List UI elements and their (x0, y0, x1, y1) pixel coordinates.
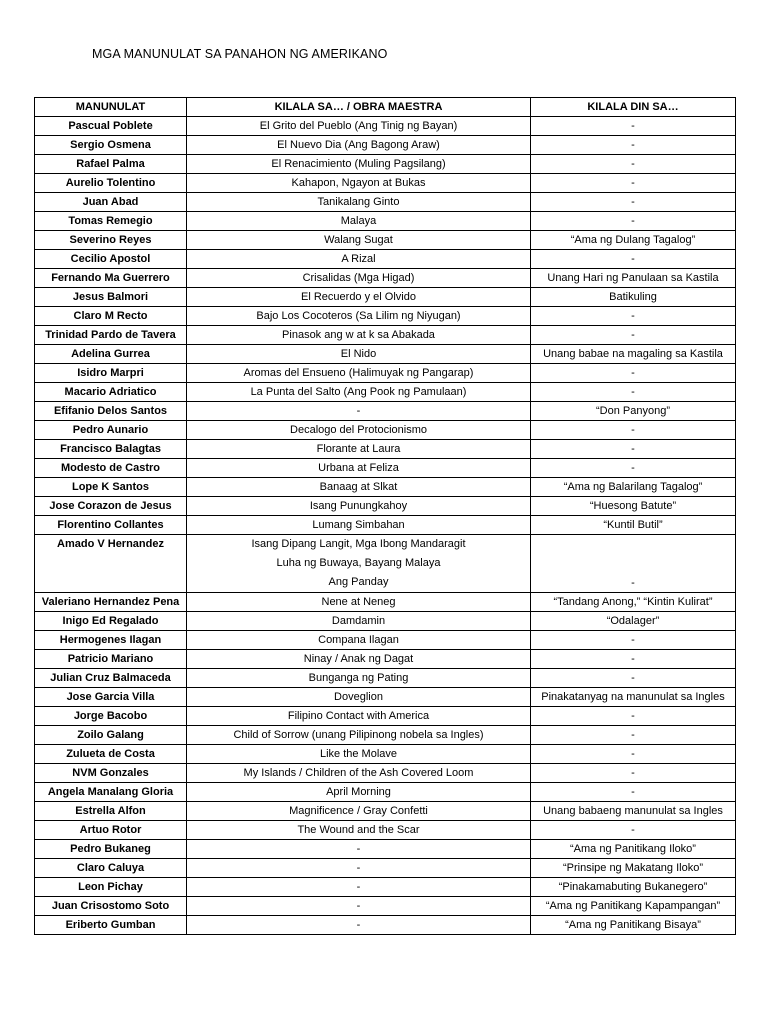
table-row (35, 497, 736, 516)
writer-cell: Juan Abad (35, 193, 187, 212)
known-also-cell: “Ama ng Balarilang Tagalog” (531, 478, 736, 497)
writer-cell: Patricio Mariano (35, 650, 187, 669)
table-row (35, 916, 736, 935)
writer-cell: Artuo Rotor (35, 821, 187, 840)
known-for-cell: La Punta del Salto (Ang Pook ng Pamulaan) (187, 383, 531, 402)
header-writer: MANUNULAT (35, 98, 187, 117)
writer-cell: Aurelio Tolentino (35, 174, 187, 193)
writer-cell: Zoilo Galang (35, 726, 187, 745)
table-row (35, 478, 736, 497)
known-also-cell: “Huesong Batute” (531, 497, 736, 516)
table-row (35, 364, 736, 383)
known-for-cell: Ninay / Anak ng Dagat (187, 650, 531, 669)
writer-cell: Jorge Bacobo (35, 707, 187, 726)
known-also-cell: - (531, 764, 736, 783)
known-also-cell: “Prinsipe ng Makatang Iloko” (531, 859, 736, 878)
known-for-cell: Compana Ilagan (187, 631, 531, 650)
writer-cell: NVM Gonzales (35, 764, 187, 783)
table-row (35, 307, 736, 326)
table-row (35, 193, 736, 212)
writers-table (34, 97, 736, 935)
table-row (35, 269, 736, 288)
table-row (35, 402, 736, 421)
known-also-cell: - (531, 193, 736, 212)
known-for-cell: - (187, 859, 531, 878)
work-line: Ang Panday (328, 576, 389, 588)
writer-cell: Julian Cruz Balmaceda (35, 669, 187, 688)
known-for-cell: Filipino Contact with America (187, 707, 531, 726)
table-row (35, 802, 736, 821)
table-row (35, 897, 736, 916)
table-row (35, 688, 736, 707)
known-also-cell: Unang Hari ng Panulaan sa Kastila (531, 269, 736, 288)
known-for-cell: Isang Punungkahoy (187, 497, 531, 516)
known-also-cell: - (531, 174, 736, 193)
writer-cell: Pedro Aunario (35, 421, 187, 440)
known-for-cell: El Nido (187, 345, 531, 364)
page-title: MGA MANUNULAT SA PANAHON NG AMERIKANO (92, 47, 388, 61)
table-row (35, 117, 736, 136)
header-known-for: KILALA SA… / OBRA MAESTRA (187, 98, 531, 117)
known-also-cell: - (531, 707, 736, 726)
known-for-cell: The Wound and the Scar (187, 821, 531, 840)
table-row (35, 440, 736, 459)
table-row (35, 155, 736, 174)
writer-cell: Juan Crisostomo Soto (35, 897, 187, 916)
writer-cell: Lope K Santos (35, 478, 187, 497)
table-row (35, 345, 736, 364)
table-row (35, 631, 736, 650)
known-for-cell: - (187, 840, 531, 859)
known-also-cell: - (531, 669, 736, 688)
writer-cell: Sergio Osmena (35, 136, 187, 155)
table-row (35, 231, 736, 250)
known-also-cell: - (531, 155, 736, 174)
table-row (35, 136, 736, 155)
writer-cell: Pedro Bukaneg (35, 840, 187, 859)
known-also-cell: “Ama ng Panitikang Bisaya” (531, 916, 736, 935)
known-also-cell: “Don Panyong” (531, 402, 736, 421)
known-also-cell: - (531, 821, 736, 840)
known-for-cell (187, 535, 531, 593)
writer-cell: Eriberto Gumban (35, 916, 187, 935)
table-row (35, 174, 736, 193)
known-for-cell: Like the Molave (187, 745, 531, 764)
writer-cell: Estrella Alfon (35, 802, 187, 821)
writer-cell: Macario Adriatico (35, 383, 187, 402)
table-row (35, 593, 736, 612)
known-also-cell: “Ama ng Panitikang Kapampangan” (531, 897, 736, 916)
known-also-cell: - (531, 459, 736, 478)
table-row (35, 745, 736, 764)
known-for-cell: Magnificence / Gray Confetti (187, 802, 531, 821)
writer-cell: Jose Garcia Villa (35, 688, 187, 707)
known-for-cell: Malaya (187, 212, 531, 231)
table-row (35, 421, 736, 440)
known-also-cell: Pinakatanyag na manunulat sa Ingles (531, 688, 736, 707)
known-also-cell: - (531, 117, 736, 136)
work-line: Luha ng Buwaya, Bayang Malaya (276, 557, 441, 569)
writer-cell: Tomas Remegio (35, 212, 187, 231)
known-for-cell: - (187, 878, 531, 897)
work-line: Isang Dipang Langit, Mga Ibong Mandaragit (251, 538, 466, 550)
writer-cell: Trinidad Pardo de Tavera (35, 326, 187, 345)
known-also-cell: Batikuling (531, 288, 736, 307)
known-also-cell: “Ama ng Panitikang Iloko” (531, 840, 736, 859)
known-for-cell: My Islands / Children of the Ash Covered Loom (187, 764, 531, 783)
writer-cell: Isidro Marpri (35, 364, 187, 383)
known-for-cell: Aromas del Ensueno (Halimuyak ng Pangarap) (187, 364, 531, 383)
writer-cell: Zulueta de Costa (35, 745, 187, 764)
writer-cell: Inigo Ed Regalado (35, 612, 187, 631)
known-also-cell: - (531, 726, 736, 745)
known-also-cell: - (531, 250, 736, 269)
known-for-cell: Lumang Simbahan (187, 516, 531, 535)
table-row (35, 535, 736, 593)
known-for-cell: Florante at Laura (187, 440, 531, 459)
known-for-cell: El Renacimiento (Muling Pagsilang) (187, 155, 531, 174)
known-for-cell: El Grito del Pueblo (Ang Tinig ng Bayan) (187, 117, 531, 136)
writer-cell: Francisco Balagtas (35, 440, 187, 459)
known-also-cell: - (531, 783, 736, 802)
known-also-cell: - (531, 383, 736, 402)
known-for-cell: Doveglion (187, 688, 531, 707)
table-row (35, 650, 736, 669)
writer-cell: Angela Manalang Gloria (35, 783, 187, 802)
known-also-cell: - (531, 136, 736, 155)
known-for-cell: El Recuerdo y el Olvido (187, 288, 531, 307)
known-for-cell: Walang Sugat (187, 231, 531, 250)
table-row (35, 783, 736, 802)
writer-cell: Pascual Poblete (35, 117, 187, 136)
known-also-cell: “Odalager” (531, 612, 736, 631)
table-row (35, 459, 736, 478)
known-for-cell: Decalogo del Protocionismo (187, 421, 531, 440)
known-also-cell: “Kuntil Butil” (531, 516, 736, 535)
table-row (35, 726, 736, 745)
known-for-cell: Crisalidas (Mga Higad) (187, 269, 531, 288)
known-also-cell: Unang babae na magaling sa Kastila (531, 345, 736, 364)
known-also-cell: “Tandang Anong,” “Kintin Kulirat” (531, 593, 736, 612)
known-for-cell: Tanikalang Ginto (187, 193, 531, 212)
writer-cell: Valeriano Hernandez Pena (35, 593, 187, 612)
table-row (35, 612, 736, 631)
known-also-cell: - (531, 535, 736, 593)
table-row (35, 669, 736, 688)
table-row (35, 326, 736, 345)
known-for-cell: El Nuevo Dia (Ang Bagong Araw) (187, 136, 531, 155)
writer-cell: Efifanio Delos Santos (35, 402, 187, 421)
table-row (35, 383, 736, 402)
known-also-cell: “Ama ng Dulang Tagalog” (531, 231, 736, 250)
known-also-cell: - (531, 307, 736, 326)
header-known-also: KILALA DIN SA… (531, 98, 736, 117)
table-row (35, 516, 736, 535)
known-for-cell: Bunganga ng Pating (187, 669, 531, 688)
table-body (35, 117, 736, 935)
writer-cell: Severino Reyes (35, 231, 187, 250)
writer-cell: Jose Corazon de Jesus (35, 497, 187, 516)
known-for-cell: April Morning (187, 783, 531, 802)
known-also-cell: - (531, 631, 736, 650)
table-row (35, 707, 736, 726)
known-for-cell: Nene at Neneg (187, 593, 531, 612)
writer-cell: Claro Caluya (35, 859, 187, 878)
table-row (35, 288, 736, 307)
writer-cell: Amado V Hernandez (35, 535, 187, 593)
known-also-cell: - (531, 326, 736, 345)
table-row (35, 840, 736, 859)
table-row (35, 764, 736, 783)
known-for-cell: Kahapon, Ngayon at Bukas (187, 174, 531, 193)
known-also-cell: Unang babaeng manunulat sa Ingles (531, 802, 736, 821)
known-for-cell: Damdamin (187, 612, 531, 631)
table-row (35, 821, 736, 840)
writer-cell: Leon Pichay (35, 878, 187, 897)
table-row (35, 859, 736, 878)
writer-cell: Florentino Collantes (35, 516, 187, 535)
writer-cell: Cecilio Apostol (35, 250, 187, 269)
known-also-cell: - (531, 440, 736, 459)
writer-cell: Fernando Ma Guerrero (35, 269, 187, 288)
known-for-cell: A Rizal (187, 250, 531, 269)
writer-cell: Jesus Balmori (35, 288, 187, 307)
table-header-row (35, 98, 736, 117)
known-for-cell: - (187, 402, 531, 421)
known-also-cell: - (531, 745, 736, 764)
known-for-cell: - (187, 916, 531, 935)
known-for-cell: Urbana at Feliza (187, 459, 531, 478)
known-also-cell: “Pinakamabuting Bukanegero” (531, 878, 736, 897)
table-row (35, 250, 736, 269)
writer-cell: Hermogenes Ilagan (35, 631, 187, 650)
writer-cell: Claro M Recto (35, 307, 187, 326)
table-row (35, 212, 736, 231)
known-for-cell: Pinasok ang w at k sa Abakada (187, 326, 531, 345)
writer-cell: Adelina Gurrea (35, 345, 187, 364)
writer-cell: Modesto de Castro (35, 459, 187, 478)
known-also-cell: - (531, 364, 736, 383)
writer-cell: Rafael Palma (35, 155, 187, 174)
known-for-cell: - (187, 897, 531, 916)
known-for-cell: Banaag at Slkat (187, 478, 531, 497)
known-also-cell: - (531, 650, 736, 669)
known-for-cell: Bajo Los Cocoteros (Sa Lilim ng Niyugan) (187, 307, 531, 326)
known-also-cell: - (531, 421, 736, 440)
known-for-cell: Child of Sorrow (unang Pilipinong nobela sa Ingles) (187, 726, 531, 745)
known-also-cell: - (531, 212, 736, 231)
table-row (35, 878, 736, 897)
